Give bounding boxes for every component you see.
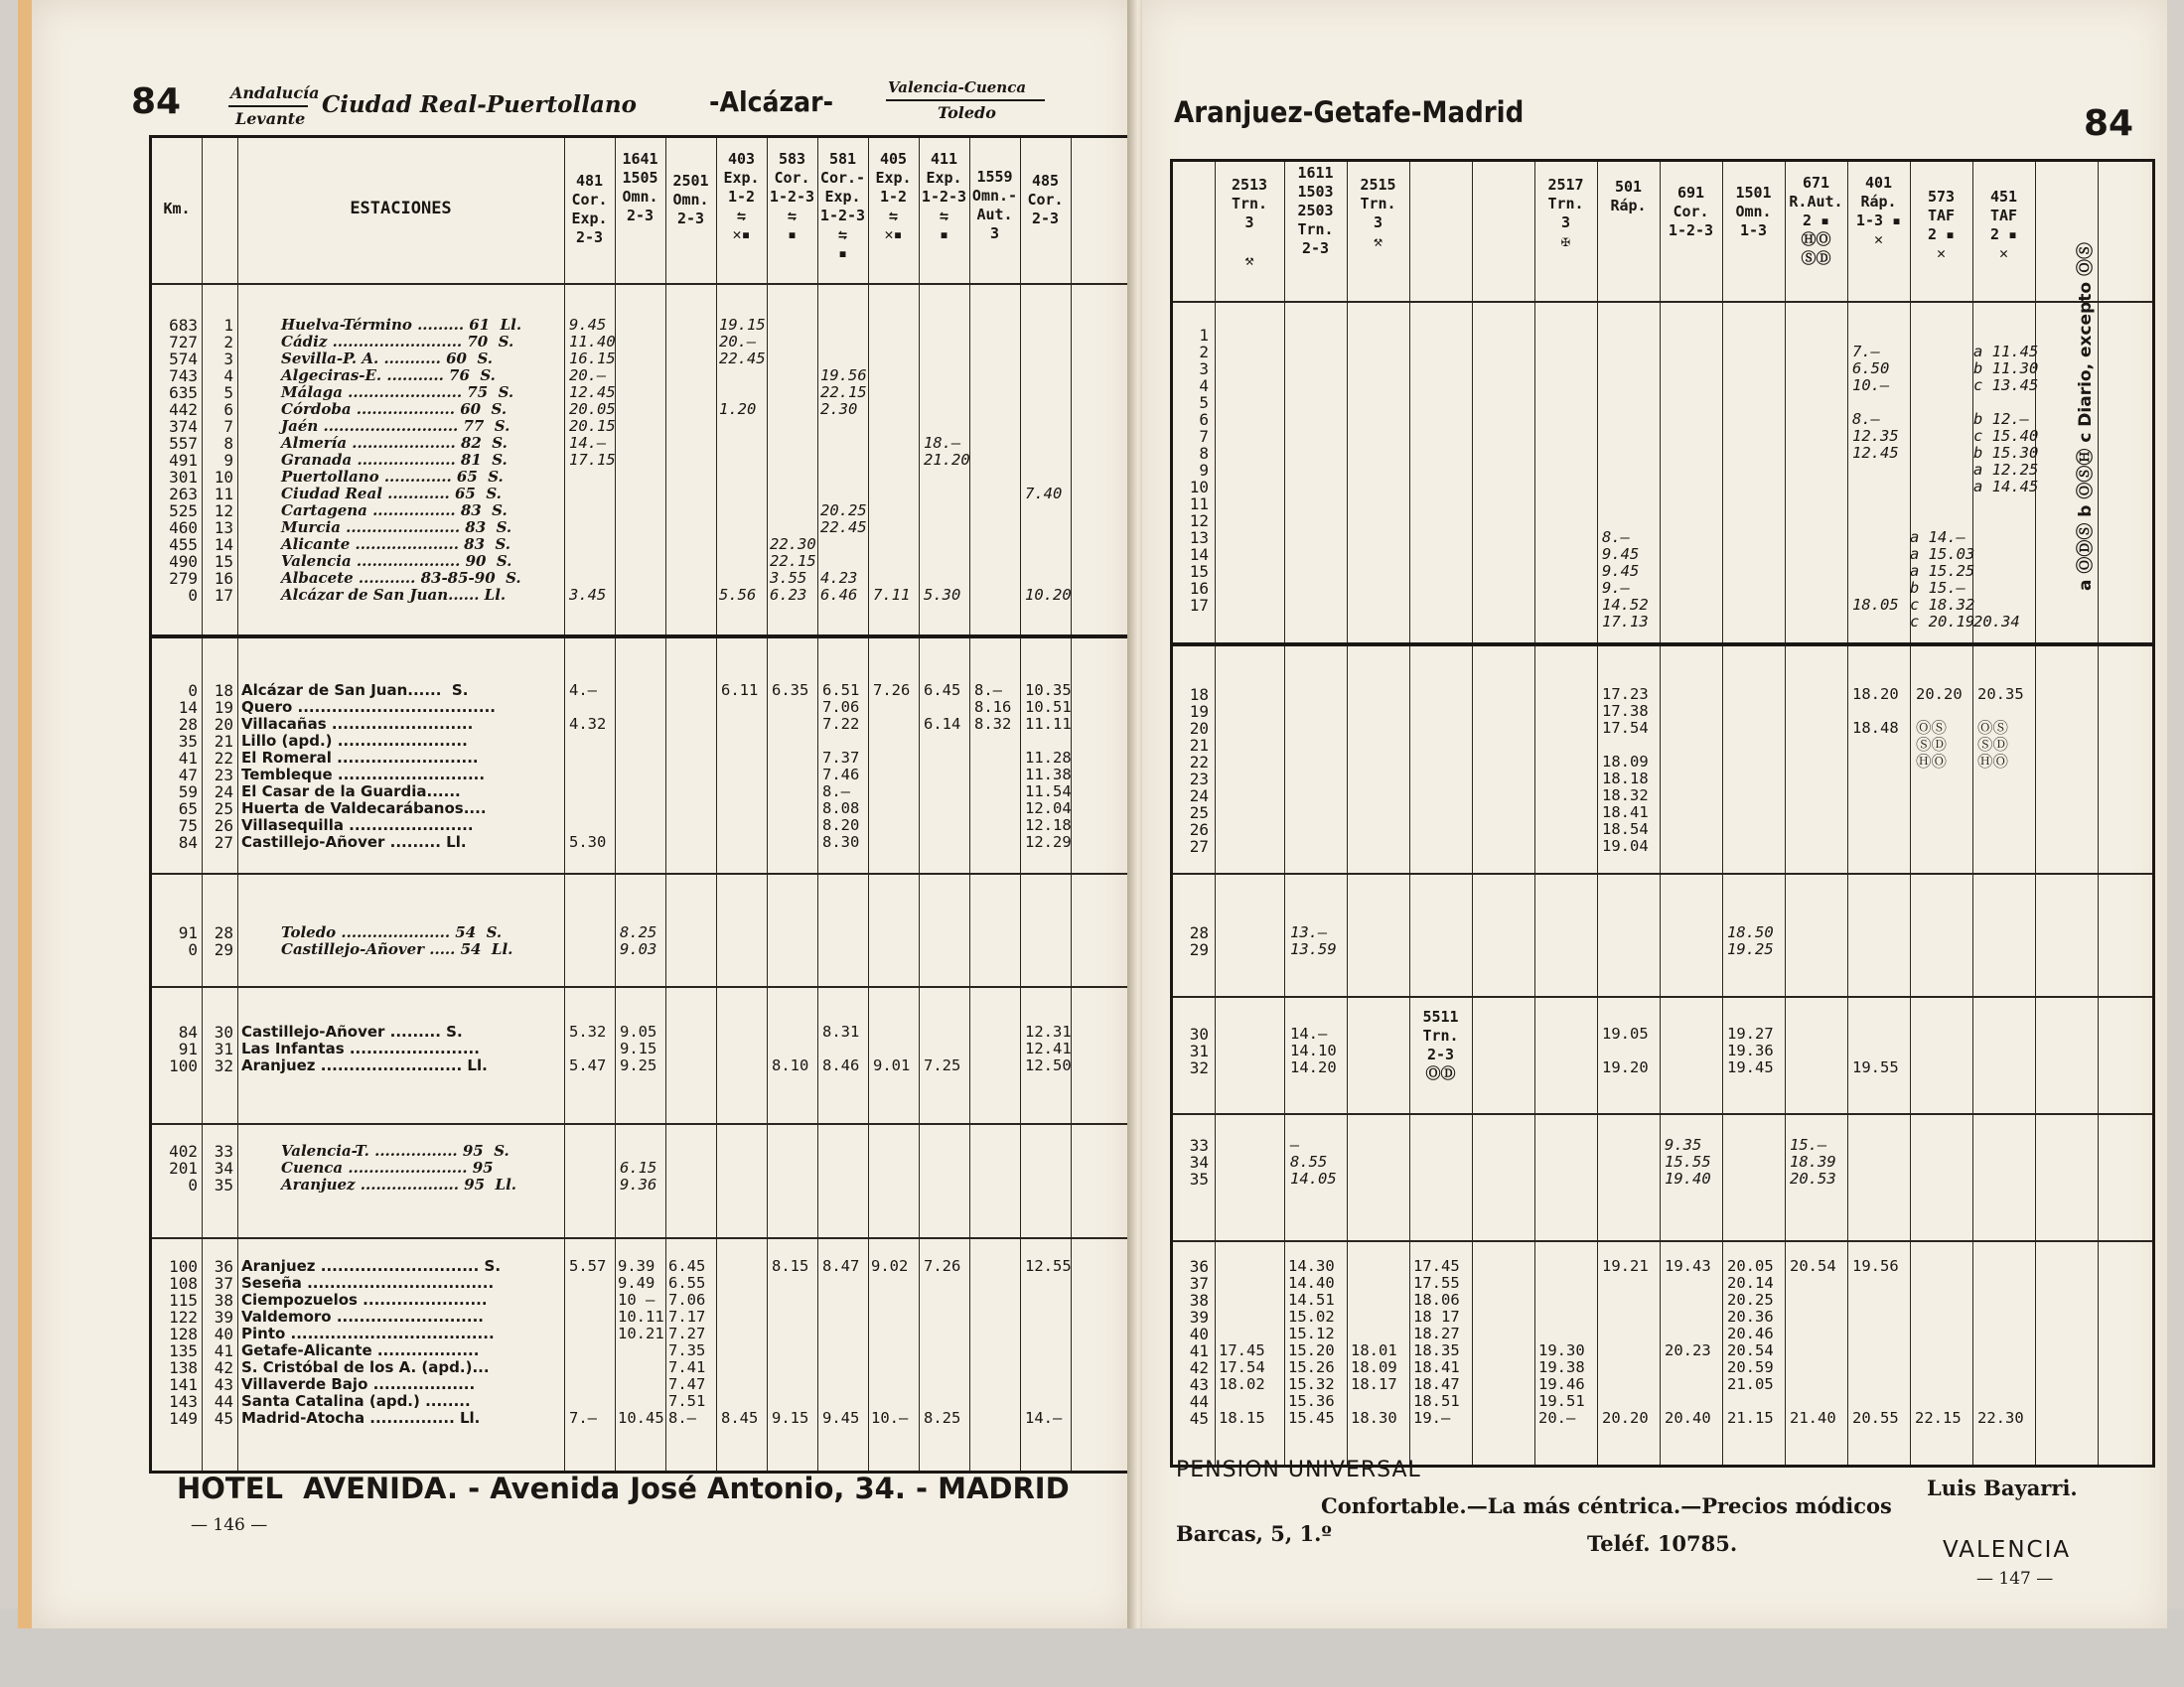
r-sec2-train-451: 20.35 ⓄⓈ ⓈⒹ ⒽⓄ	[1977, 685, 2024, 771]
sec4-km: 84 91 100	[169, 1023, 198, 1075]
sec4-row-num: 30 31 32	[214, 1023, 233, 1075]
sec6-train-411: 7.26 8.25	[924, 1257, 961, 1427]
r-sec6-train-501: 19.21 20.20	[1602, 1257, 1649, 1427]
pension-name: PENSION UNIVERSAL	[1176, 1458, 1421, 1482]
sec6-train-581: 8.47 9.45	[822, 1257, 860, 1427]
sec6-train-481: 5.57 7.—	[569, 1257, 607, 1427]
r-sec4-train-401: 19.55	[1852, 1058, 1899, 1076]
train-573-header: 573 TAF 2 ▪ ✕	[1927, 188, 1956, 262]
train-5511-header: 5511 Trn. 2-3 ⓄⒹ	[1422, 1008, 1459, 1082]
sec4-train-581: 8.31 8.46	[822, 1023, 860, 1074]
pension-address: Barcas, 5, 1.º	[1176, 1521, 1332, 1546]
r-sec6-train-401: 19.56 20.55	[1852, 1257, 1899, 1427]
r-sec5-train-1611: — 8.55 14.05	[1290, 1136, 1337, 1188]
train-403-header: 403 Exp. 1-2 ⇋ ✕▪	[723, 150, 760, 243]
pension-city: VALENCIA	[1943, 1537, 2072, 1563]
sec4-train-1641: 9.05 9.15 9.25	[620, 1023, 657, 1074]
sec1-train-481: 9.45 11.40 16.15 20.— 12.45 20.05 20.15 14.— 17.15 3.45	[569, 316, 616, 604]
train-671-header: 671 R.Aut. 2 ▪ ⒽⓄ ⓈⒹ	[1789, 174, 1843, 267]
dest-top: Valencia-Cuenca	[888, 78, 1027, 96]
main-station-title: -Alcázar-	[709, 85, 834, 118]
pension-description: Confortable.—La más céntrica.—Precios módicos	[1321, 1493, 1892, 1518]
sec6-train-405: 9.02 10.—	[871, 1257, 909, 1427]
region-divider	[228, 105, 308, 107]
r-sec2-train-501: 17.23 17.38 17.54 18.09 18.18 18.32 18.41 18.54 19.04	[1602, 685, 1649, 855]
r-sec6-train-1611: 14.30 14.40 14.51 15.02 15.12 15.20 15.26 15.32 15.36 15.45	[1288, 1257, 1335, 1427]
timetable-left	[149, 135, 1132, 1474]
r-sec4-row-num: 30 31 32	[1189, 1025, 1209, 1077]
sec4-train-481: 5.32 5.47	[569, 1023, 607, 1074]
r-sec1-row-num: 1 2 3 4 5 6 7 8 9 10 11 12 13 14 15 16 17	[1189, 326, 1209, 615]
train-451-header: 451 TAF 2 ▪ ✕	[1989, 188, 2018, 262]
sec6-train-403: 8.45	[721, 1409, 759, 1427]
r-sec2-train-573: 20.20 ⓄⓈ ⓈⒹ ⒽⓄ	[1916, 685, 1963, 771]
sec2-train-481: 4.— 4.32 5.30	[569, 681, 607, 851]
train-401-header: 401 Ráp. 1-3 ▪ ✕	[1855, 174, 1902, 248]
sec5-stations: Valencia-T. ................ 95 S. Cuenca ....................... 95 Aranjuez ................... 95 Ll.	[281, 1142, 517, 1194]
train-2501-header: 2501 Omn. 2-3	[672, 172, 709, 227]
sec4-train-405: 9.01	[873, 1056, 911, 1074]
sec2-train-403: 6.11	[721, 681, 759, 699]
sec2-train-405: 7.26	[873, 681, 911, 699]
r-sec2-row-num: 18 19 20 21 22 23 24 25 26 27	[1189, 685, 1209, 856]
sec2-stations: Alcázar de San Juan...... S. Quero ................................... Villacañas ......................... Lillo (apd.) ....................... El Romeral ......................... Tembleque .......................... El Casar de la Guardia...... Huerta de Valdecarábanos.... Villasequilla ...................... Castillejo-Añover ......... Ll.	[241, 681, 496, 851]
r-sec1-train-451: a 11.45 b 11.30 c 13.45 b 12.— c 15.40 b 15.30 a 12.25 a 14.45 20.34	[1973, 343, 2039, 631]
r-sec6-train-2517: 19.30 19.38 19.46 19.51 20.—	[1538, 1341, 1585, 1427]
r-sec1-train-401: 7.— 6.50 10.— 8.— 12.35 12.45 18.05	[1852, 343, 1899, 614]
sec6-km: 100 108 115 122 128 135 138 141 143 149	[169, 1257, 198, 1428]
r-sec3-train-1501: 18.50 19.25	[1727, 923, 1774, 958]
footnote-legend: a ⓄⒹⓈ b ⓄⓈⒽ c Diario, excepto ⓄⓈ	[2076, 242, 2096, 591]
folio-right: — 147 —	[1976, 1569, 2054, 1589]
sec3-row-num: 28 29	[214, 923, 233, 959]
folio-left: — 146 —	[191, 1515, 268, 1535]
r-sec2-train-401: 18.20 18.48	[1852, 685, 1899, 737]
sec1-train-583: 22.30 22.15 3.55 6.23	[770, 535, 816, 604]
train-1501-header: 1501 Omn. 1-3	[1735, 184, 1772, 239]
r-sec4-train-501: 19.05 19.20	[1602, 1025, 1649, 1076]
right-page	[1142, 0, 2167, 1628]
train-1641-header: 1641 1505 Omn. 2-3	[622, 150, 658, 224]
sec5-km: 402 201 0	[169, 1142, 198, 1195]
train-405-header: 405 Exp. 1-2 ⇋ ✕▪	[875, 150, 912, 243]
sec1-train-581: 19.56 22.15 2.30 20.25 22.45 4.23 6.46	[820, 366, 867, 604]
sec2-train-583: 6.35	[772, 681, 809, 699]
sec5-train-1641: 6.15 9.36	[620, 1159, 657, 1194]
r-sec6-train-573: 22.15	[1915, 1409, 1962, 1427]
sec3-km: 91 0	[178, 923, 198, 959]
sec6-stations: Aranjuez ............................ S. Seseña ................................. Ciempozuelos ...................... Valdemoro .......................... Pinto .................................... Getafe-Alicante .................. S. Cristóbal de los A. (apd.)... Villaverde Bajo .................. Santa Catalina (apd.) ........ Madrid-Atocha ............... Ll.	[241, 1257, 502, 1427]
sec4-stations: Castillejo-Añover ......... S. Las Infantas ....................... Aranjuez ......................... Ll.	[241, 1023, 488, 1074]
train-691-header: 691 Cor. 1-2-3	[1668, 184, 1714, 239]
dest-divider	[886, 99, 1045, 101]
train-411-header: 411 Exp. 1-2-3 ⇋ ▪	[921, 150, 967, 243]
pension-owner: Luis Bayarri.	[1927, 1476, 2078, 1500]
sec3-train-1641: 8.25 9.03	[620, 923, 657, 958]
r-sec6-row-num: 36 37 38 39 40 41 42 43 44 45	[1189, 1257, 1209, 1428]
r-sec1-train-573: a 14.— a 15.03 a 15.25 b 15.— c 18.32 c 20.19	[1910, 528, 1975, 631]
train-1611-header: 1611 1503 2503 Trn. 2-3	[1297, 164, 1334, 257]
page-number-left: 84	[131, 81, 182, 122]
r-sec6-train-671: 20.54 21.40	[1790, 1257, 1836, 1427]
r-sec5-train-691: 9.35 15.55 19.40	[1665, 1136, 1711, 1188]
r-sec5-train-671: 15.— 18.39 20.53	[1790, 1136, 1836, 1188]
sec6-row-num: 36 37 38 39 40 41 42 43 44 45	[214, 1257, 233, 1428]
r-sec6-train-2515: 18.01 18.09 18.17 18.30	[1351, 1341, 1397, 1427]
sec6-train-1641: 9.39 9.49 10 — 10.11 10.21 10.45	[618, 1257, 664, 1427]
r-sec6-train-691: 19.43 20.23 20.40	[1665, 1257, 1711, 1427]
sec6-train-485: 12.55 14.—	[1025, 1257, 1072, 1427]
sec5-row-num: 33 34 35	[214, 1142, 233, 1195]
r-sec6-train-5511: 17.45 17.55 18.06 18 17 18.27 18.35 18.41 18.47 18.51 19.—	[1413, 1257, 1460, 1427]
pension-phone: Teléf. 10785.	[1587, 1531, 1738, 1556]
page-number-right: 84	[2084, 103, 2134, 144]
sec2-train-485: 10.35 10.51 11.11 11.28 11.38 11.54 12.04 12.18 12.29	[1025, 681, 1072, 851]
sec6-train-583: 8.15 9.15	[772, 1257, 809, 1427]
sec1-train-485: 7.40 10.20	[1025, 485, 1072, 604]
hotel-ad: HOTEL AVENIDA. - Avenida José Antonio, 34. - MADRID	[177, 1472, 1070, 1505]
timetable-right	[1170, 159, 2155, 1468]
sec1-row-num: 1 2 3 4 5 6 7 8 9 10 11 12 13 14 15 16 17	[214, 316, 233, 605]
sec4-train-411: 7.25	[924, 1056, 961, 1074]
sec6-train-2501: 6.45 6.55 7.06 7.17 7.27 7.35 7.41 7.47 7.51 8.—	[668, 1257, 706, 1427]
train-583-header: 583 Cor. 1-2-3 ⇋ ▪	[769, 150, 815, 243]
sec1-train-411: 18.— 21.20 5.30	[924, 434, 970, 604]
train-485-header: 485 Cor. 2-3	[1027, 172, 1064, 227]
r-sec4-train-1611: 14.— 14.10 14.20	[1290, 1025, 1337, 1076]
train-481-header: 481 Cor. Exp. 2-3	[571, 172, 608, 246]
sec3-stations: Toledo ..................... 54 S. Castillejo-Añover ..... 54 Ll.	[281, 923, 513, 958]
sec2-km: 0 14 28 35 41 47 59 65 75 84	[178, 681, 198, 852]
train-501-header: 501 Ráp.	[1610, 178, 1647, 214]
train-1559-header: 1559 Omn.- Aut. 3	[971, 168, 1018, 242]
col-km-header: Km.	[163, 200, 191, 217]
col-stations-header: ESTACIONES	[350, 199, 452, 218]
r-sec6-train-1501: 20.05 20.14 20.25 20.36 20.46 20.54 20.59 21.05 21.15	[1727, 1257, 1774, 1427]
r-sec5-row-num: 33 34 35	[1189, 1136, 1209, 1189]
left-page	[18, 0, 1134, 1628]
sec2-train-1559: 8.— 8.16 8.32	[974, 681, 1012, 733]
region-bottom: Levante	[235, 109, 306, 128]
route-title: Ciudad Real-Puertollano	[322, 91, 637, 118]
train-2517-header: 2517 Trn. 3 ✠	[1547, 176, 1584, 250]
r-sec4-train-1501: 19.27 19.36 19.45	[1727, 1025, 1774, 1076]
sec4-train-583: 8.10	[772, 1056, 809, 1074]
r-sec6-train-451: 22.30	[1977, 1409, 2024, 1427]
dest-bottom: Toledo	[938, 103, 996, 122]
r-sec3-train-1611: 13.— 13.59	[1290, 923, 1337, 958]
r-sec6-train-2513: 17.45 17.54 18.02 18.15	[1219, 1341, 1265, 1427]
sec1-train-403: 19.15 20.— 22.45 1.20 5.56	[719, 316, 766, 604]
sec4-train-485: 12.31 12.41 12.50	[1025, 1023, 1072, 1074]
train-581-header: 581 Cor.- Exp. 1-2-3 ⇋ ▪	[819, 150, 866, 262]
right-title: Aranjuez-Getafe-Madrid	[1174, 95, 1525, 129]
sec2-train-581: 6.51 7.06 7.22 7.37 7.46 8.— 8.08 8.20 8.30	[822, 681, 860, 851]
train-2513-header: 2513 Trn. 3 ⚒	[1231, 176, 1268, 269]
sec1-stations: Huelva-Término ......... 61 Ll. Cádiz ......................... 70 S. Sevilla-P. A. ........... 60 S. Algeciras-E. ........... 76 S. Málaga ...................... 75 S. Córdoba ................... 60 S. Jaén .......................... 77 S. Almería .................... 82 S. Granada ................... 81 S. Puertollano ............. 65 S. Ciudad Real ............ 65 S. Cartagena ................ 83 S. Murcia ...................... 83 S. Alicante .................... 83 S. Valencia .................... 90 S. Albacete ........... 83-85-90 S. Alcázar de San Juan...... Ll.	[281, 316, 522, 604]
sec1-train-405: 7.11	[873, 586, 911, 604]
train-2515-header: 2515 Trn. 3 ⚒	[1360, 176, 1396, 250]
sec2-train-411: 6.45 6.14	[924, 681, 961, 733]
sec1-km: 683 727 574 743 635 442 374 557 491 301 263 525 460 455 490 279 0	[169, 316, 198, 605]
r-sec1-train-501: 8.— 9.45 9.45 9.— 14.52 17.13	[1602, 528, 1649, 631]
region-top: Andalucía	[230, 83, 320, 102]
r-sec3-row-num: 28 29	[1189, 923, 1209, 959]
sec2-row-num: 18 19 20 21 22 23 24 25 26 27	[214, 681, 233, 852]
